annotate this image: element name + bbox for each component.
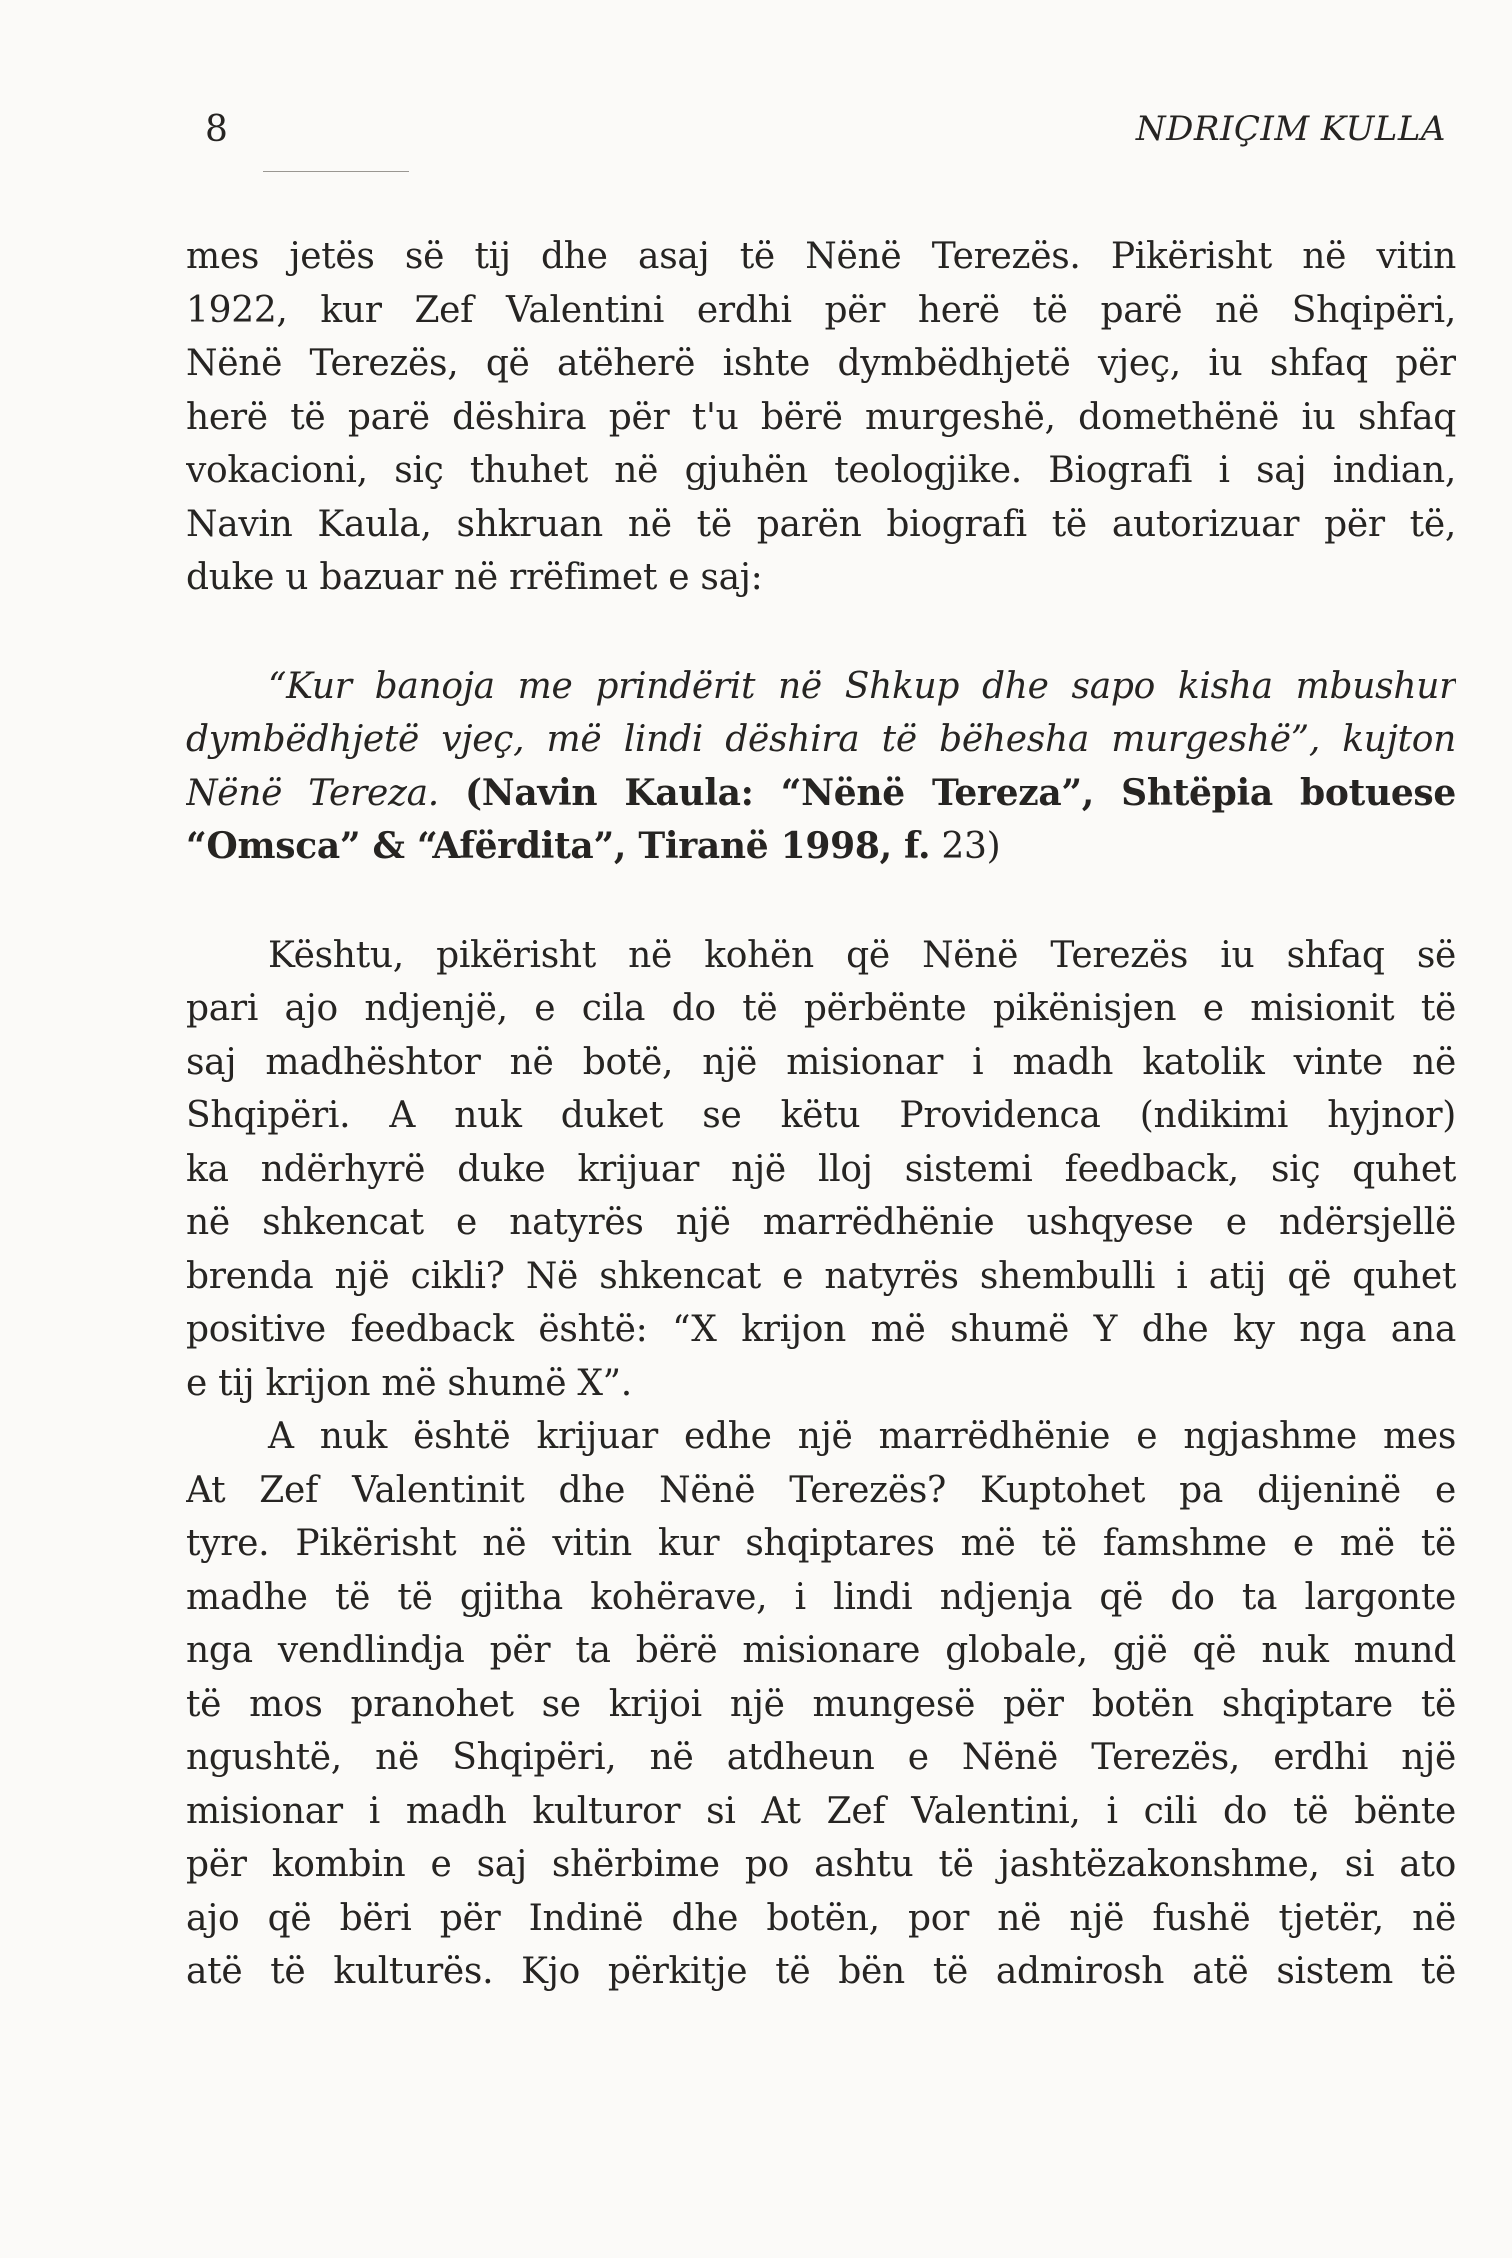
text-line: A nuk është krijuar edhe një marrëdhënie e ngjashme mes [268,1416,1456,1457]
text-line: mes jetës së tij dhe asaj të Nënë Terezës. Pikërisht në vitin [186,236,1456,277]
body-text [186,230,1456,1999]
quote-line: “Kur banoja me prindërit në Shkup dhe sapo kisha mbushur [268,665,1456,707]
spacer [186,605,1456,660]
citation: (Navin Kaula: “Nënë Tereza”, Shtëpia botuese [464,771,1456,814]
text-line: e tij krijon më shumë X”. [186,1362,632,1404]
text-line: madhe të të gjitha kohërave, i lindi ndjenja që do ta largonte [186,1576,1456,1618]
text-line: vokacioni, siç thuhet në gjuhën teologjike. Biografi i saj indian, [186,450,1456,491]
text-line: brenda një cikli? Në shkencat e natyrës shembulli i atij që quhet [186,1255,1456,1297]
text-line: Navin Kaula, shkruan në të parën biografi të autorizuar për të, [186,503,1456,545]
quote-line: dymbëdhjetë vjeç, më lindi dëshira të bëhesha murgeshë”, kujton [186,719,1456,760]
text-line: nga vendlindja për ta bërë misionare globale, gjë që nuk mund [186,1630,1456,1671]
text-line: duke u bazuar në rrëfimet e saj: [186,557,763,598]
text-line: pari ajo ndjenjë, e cila do të përbënte pikënisjen e misionit të [186,988,1456,1029]
page-number: 8 [205,109,228,150]
quote-line [186,820,1456,874]
text-line: herë të parë dëshira për t'u bërë murgeshë, domethënë iu shfaq [186,396,1456,438]
paragraph-3 [186,1410,1456,1999]
text-line: ka ndërhyrë duke krijuar një lloj sistemi feedback, siç quhet [186,1148,1456,1190]
quote-line [186,767,1456,821]
text-line: Nënë Terezës, që atëherë ishte dymbëdhjetë vjeç, iu shfaq për [186,343,1456,384]
paragraph-2 [186,929,1456,1411]
text-line: misionar i madh kulturor si At Zef Valentini, i cili do të bënte [186,1790,1456,1832]
spacer [186,874,1456,929]
citation-page: 23) [941,826,1001,867]
text-line: positive feedback është: “X krijon më shumë Y dhe ky nga ana [186,1309,1456,1350]
page-header [0,105,1512,175]
text-line: ajo që bëri për Indinë dhe botën, por në një fushë tjetër, në [186,1897,1456,1939]
header-rule [263,171,409,172]
text-line: saj madhështor në botë, një misionar i madh katolik vinte në [186,1041,1456,1083]
text-line: të mos pranohet se krijoi një mungesë për botën shqiptare të [186,1683,1456,1725]
text-line: tyre. Pikërisht në vitin kur shqiptares më të famshme e më të [186,1523,1456,1564]
running-head: NDRIÇIM KULLA [1135,109,1446,149]
text-line: Kështu, pikërisht në kohën që Nënë Terezës iu shfaq së [268,934,1456,976]
text-line: Shqipëri. A nuk duket se këtu Providenca (ndikimi hyjnor) [186,1095,1456,1136]
text-line: ngushtë, në Shqipëri, në atdheun e Nënë Terezës, erdhi një [186,1737,1456,1778]
text-line: 1922, kur Zef Valentini erdhi për herë të parë në Shqipëri, [186,289,1456,331]
text-line: atë të kulturës. Kjo përkitje të bën të admirosh atë sistem të [186,1951,1456,1992]
paragraph-1 [186,230,1456,605]
block-quote [186,660,1456,874]
citation: “Omsca” & “Afërdita”, Tiranë 1998, f. [186,825,931,867]
text-line: për kombin e saj shërbime po ashtu të jashtëzakonshme, si ato [186,1844,1456,1885]
text-line: në shkencat e natyrës një marrëdhënie ushqyese e ndërsjellë [186,1202,1456,1243]
quote-speaker: Nënë Tereza. [186,772,439,814]
text-line: At Zef Valentinit dhe Nënë Terezës? Kuptohet pa dijeninë e [186,1469,1456,1511]
